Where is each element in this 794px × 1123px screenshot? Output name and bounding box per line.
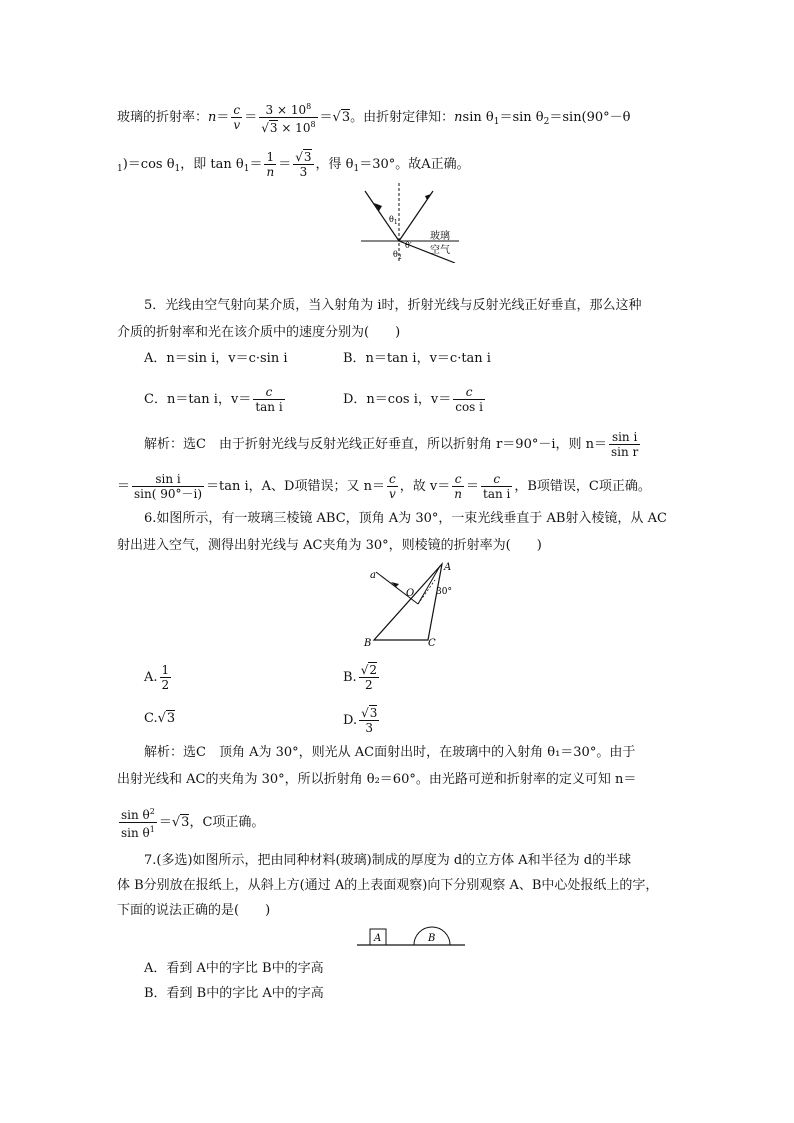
option-label: C. bbox=[144, 711, 158, 726]
fraction: $\frac{1}{2}$ bbox=[161, 663, 170, 692]
q6-option-c[interactable]: C.√3 bbox=[144, 711, 176, 726]
fraction: $\frac{c}{\text{cos i}}$ bbox=[455, 385, 483, 414]
text: 解析：选C 由于折射光线与反射光线正好垂直，所以折射角 r＝90°－i，则 n＝ bbox=[144, 437, 607, 452]
q5-option-d[interactable] bbox=[343, 385, 487, 414]
fraction: $\frac{√3}{3}$ bbox=[295, 150, 312, 179]
label-A: A bbox=[374, 933, 382, 944]
theta-prime-label: θ′ bbox=[405, 241, 412, 250]
fraction: $\frac{\text{sin i}}{\text{sin r}}$ bbox=[611, 430, 639, 459]
q6-analysis-1: 解析：选C 顶角 A为 30°，则光从 AC面射出时，在玻璃中的入射角 θ₁＝30°。由于 bbox=[144, 745, 636, 760]
theta2-label: $\theta_2$ bbox=[393, 250, 402, 261]
text: D．n＝cos i，v＝ bbox=[343, 392, 452, 407]
label-B: B bbox=[428, 933, 436, 944]
cube-hemisphere-diagram bbox=[355, 925, 467, 949]
q7-stem-3: 下面的说法正确的是( ) bbox=[117, 903, 271, 918]
label-a: a bbox=[370, 570, 376, 581]
text: ＝30°。故A正确。 bbox=[359, 157, 470, 172]
air-label: 空气 bbox=[430, 245, 450, 256]
fraction: $\frac{√3}{3}$ bbox=[361, 706, 378, 735]
text: ，得 θ bbox=[315, 157, 354, 172]
q6-option-d[interactable] bbox=[343, 706, 381, 735]
emergent-ray bbox=[418, 566, 440, 604]
text: )＝cos θ bbox=[122, 157, 175, 172]
fraction: $\frac{c}{\text{tan i}}$ bbox=[483, 472, 511, 501]
q6-analysis-2: 出射光线和 AC的夹角为 30°，所以折射角 θ₂＝60°。由光路可逆和折射率的定义可知 n＝ bbox=[117, 772, 637, 787]
text: sin(90°－θ bbox=[562, 110, 631, 125]
option-label: A. bbox=[144, 670, 158, 685]
tan-line: $_1$)＝cos $\theta_1$，即 $\tan \theta_1=$ $\frac{1}{n}$ ＝ $\frac{√3}{3}$ ，得 $\theta_1=30^\circ$。故A正确。 bbox=[117, 150, 470, 179]
q7-option-a[interactable]: A．看到 A中的字比 B中的字高 bbox=[144, 961, 324, 976]
q6-stem-1: 6.如图所示，有一玻璃三棱镜 ABC，顶角 A为 30°，一束光线垂直于 AB射入棱镜，从 AC bbox=[144, 511, 667, 526]
option-label: D. bbox=[343, 713, 358, 728]
text: ，C项正确。 bbox=[189, 815, 265, 830]
fraction: $\frac{c}{\text{tan i}}$ bbox=[255, 385, 283, 414]
fraction: $\frac{√2}{2}$ bbox=[360, 663, 377, 692]
fraction: $\frac{c}{v}$ bbox=[389, 472, 396, 501]
refraction-index-line: 玻璃的折射率：n＝ $\frac{c}{v}$ ＝ $\frac{3 \times 10^8}{√3 \times 10^8}$ ＝√3。由折射定律知：nsin $\theta_1=\sin$ $\theta_2=\sin(90^\circ-\theta$ bbox=[117, 102, 631, 135]
label-C: C bbox=[428, 638, 436, 649]
text: 玻璃的折射率： bbox=[117, 110, 209, 125]
text: 由折射定律知： bbox=[363, 110, 455, 125]
fraction: $\frac{1}{n}$ bbox=[266, 150, 275, 179]
q6-stem-2: 射出进入空气，测得出射光线与 AC夹角为 30°，则棱镜的折射率为( ) bbox=[117, 538, 542, 553]
q5-analysis-2: ＝ $\frac{\text{sin i}}{\sin( 90^\circ-i)}$ ＝tan i，A、D项错误；又 n＝ $\frac{c}{v}$ ，故 v＝ $\frac{c}{n}$ ＝ $\frac{c}{\text{tan i}}$ ，B项错误，C项正确。 bbox=[117, 472, 651, 501]
refraction-diagram bbox=[355, 183, 465, 263]
text: ，即 tan θ bbox=[180, 157, 244, 172]
text: ＝tan i，A、D项错误；又 n＝ bbox=[206, 479, 385, 494]
q5-analysis-1 bbox=[144, 430, 642, 459]
label-O: O bbox=[406, 588, 415, 599]
q5-stem-2: 介质的折射率和光在该介质中的速度分别为( ) bbox=[117, 325, 401, 340]
label-B: B bbox=[364, 638, 372, 649]
incident-ray bbox=[365, 191, 399, 241]
option-label: B. bbox=[343, 670, 357, 685]
text: ，故 v＝ bbox=[399, 479, 451, 494]
label-A: A bbox=[444, 562, 452, 573]
q5-stem-1: 5．光线由空气射向某介质，当入射角为 i时，折射光线与反射光线正好垂直，那么这种 bbox=[144, 298, 642, 313]
q7-option-b[interactable]: B．看到 B中的字比 A中的字高 bbox=[144, 986, 324, 1001]
glass-label: 玻璃 bbox=[430, 231, 450, 242]
q7-stem-2: 体 B分别放在报纸上，从斜上方(通过 A的上表面观察)向下分别观察 A、B中心处报纸上的字， bbox=[117, 878, 659, 893]
text: ，B项错误，C项正确。 bbox=[514, 479, 651, 494]
fraction: $\frac{c}{v}$ bbox=[233, 103, 241, 132]
q6-analysis-3: $\frac{\sin \theta^2}{\sin \theta^1}$ ＝√3，C项正确。 bbox=[121, 807, 265, 840]
q5-option-b[interactable]: B．n＝tan i，v＝c·tan i bbox=[343, 351, 491, 366]
label-30deg: 30° bbox=[436, 587, 452, 597]
normal-dash bbox=[418, 580, 435, 604]
q5-option-a[interactable]: A．n＝sin i，v＝c·sin i bbox=[144, 351, 288, 366]
q5-option-c[interactable] bbox=[144, 385, 287, 414]
prism-triangle bbox=[374, 564, 442, 640]
text: C．n＝tan i，v＝ bbox=[144, 392, 252, 407]
q6-option-a[interactable] bbox=[144, 663, 173, 692]
fraction: $\frac{c}{n}$ bbox=[454, 472, 462, 501]
prism-diagram bbox=[360, 560, 460, 650]
fraction: $\frac{\text{sin i}}{\sin( 90^\circ-i)}$ bbox=[134, 472, 203, 501]
q7-stem-1: 7.(多选)如图所示，把由同种材料(玻璃)制成的厚度为 d的立方体 A和半径为 d的半球 bbox=[144, 853, 632, 868]
fraction: $\frac{3 \times 10^8}{√3 \times 10^8}$ bbox=[261, 102, 316, 135]
theta1-label: $\theta_1$ bbox=[389, 215, 398, 226]
fraction: $\frac{\sin \theta^2}{\sin \theta^1}$ bbox=[121, 807, 155, 840]
q6-option-b[interactable] bbox=[343, 663, 381, 692]
